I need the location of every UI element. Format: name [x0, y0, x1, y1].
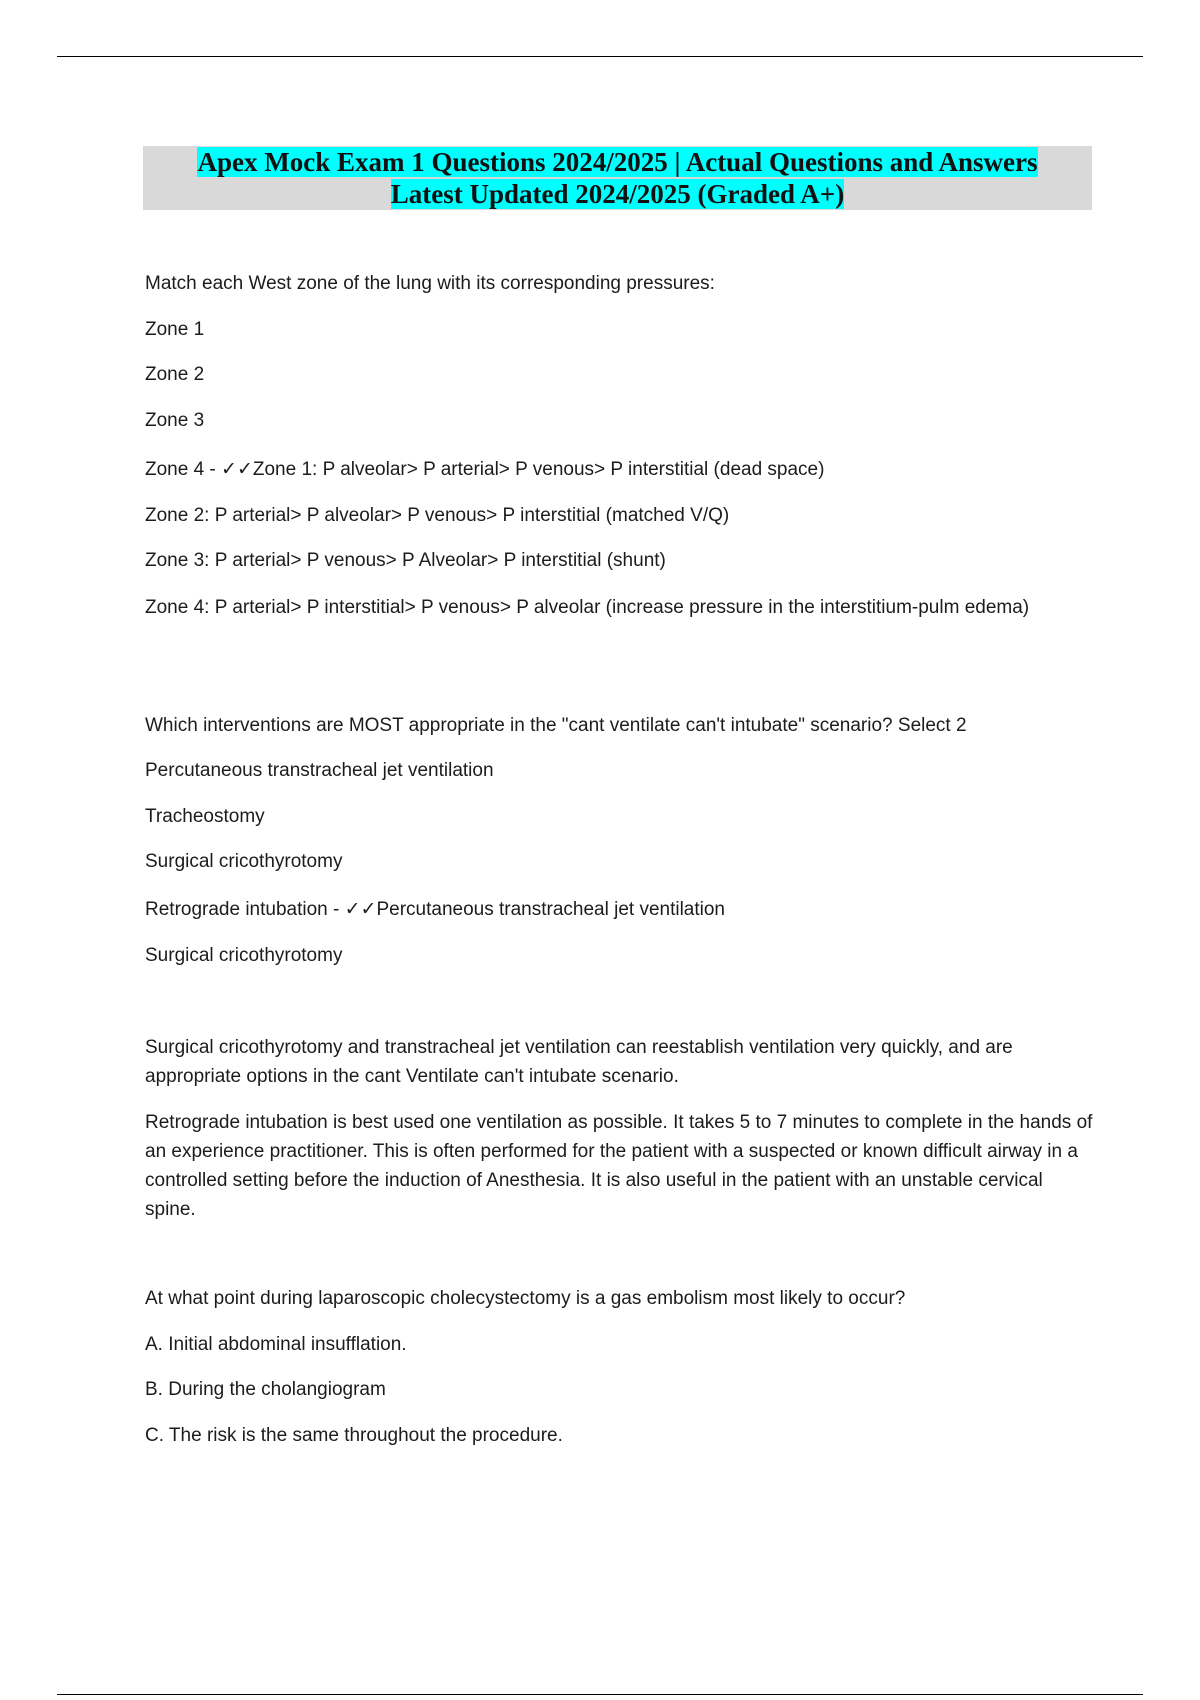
q1-answer-zone-2: Zone 2: P arterial> P alveolar> P venous> P interstitial (matched V/Q)	[145, 505, 730, 526]
bottom-rule	[57, 1694, 1143, 1695]
question-1-prompt: Match each West zone of the lung with its corresponding pressures:	[145, 273, 715, 294]
q2-explanation-1: Surgical cricothyrotomy and transtracheal jet ventilation can reestablish ventilation very quickly, and are appropriate options in the cant Ventilate can't intubate scenario.	[145, 1037, 1013, 1087]
q1-zone-4-answer: Zone 4 - ✓✓Zone 1: P alveolar> P arterial> P venous> P interstitial (dead space)	[145, 459, 825, 480]
q2-option-4-answer: Retrograde intubation - ✓✓Percutaneous transtracheal jet ventilation	[145, 899, 726, 920]
q1-zone-2: Zone 2	[145, 364, 205, 385]
q2-answer-2: Surgical cricothyrotomy	[145, 945, 343, 966]
q1-answer-zone-4: Zone 4: P arterial> P interstitial> P venous> P alveolar (increase pressure in the interstitium-pulm edema)	[145, 597, 1030, 618]
title-line-2: Latest Updated 2024/2025 (Graded A+)	[390, 179, 845, 209]
q2-option-3: Surgical cricothyrotomy	[145, 851, 343, 872]
title-line-1: Apex Mock Exam 1 Questions 2024/2025 | Actual Questions and Answers	[197, 147, 1038, 177]
top-rule	[57, 56, 1143, 57]
q3-option-c: C. The risk is the same throughout the procedure.	[145, 1425, 563, 1446]
document-title	[143, 146, 1092, 210]
q2-explanation-2: Retrograde intubation is best used one ventilation as possible. It takes 5 to 7 minutes to complete in the hands of an experience practitioner. This is often performed for the patient with a suspected or known difficult airway in a controlled setting before the induction of Anesthesia. It is also useful in the patient with an unstable cervical spine.	[145, 1112, 1093, 1220]
question-3-prompt: At what point during laparoscopic cholecystectomy is a gas embolism most likely to occur?	[145, 1288, 906, 1309]
question-2-prompt: Which interventions are MOST appropriate in the "cant ventilate can't intubate" scenario? Select 2	[145, 715, 967, 736]
q2-option-2: Tracheostomy	[145, 806, 265, 827]
q3-option-b: B. During the cholangiogram	[145, 1379, 386, 1400]
q1-zone-3: Zone 3	[145, 410, 205, 431]
q2-option-1: Percutaneous transtracheal jet ventilation	[145, 760, 494, 781]
q1-zone-1: Zone 1	[145, 319, 205, 340]
q3-option-a: A. Initial abdominal insufflation.	[145, 1334, 407, 1355]
q1-answer-zone-3: Zone 3: P arterial> P venous> P Alveolar> P interstitial (shunt)	[145, 550, 666, 571]
